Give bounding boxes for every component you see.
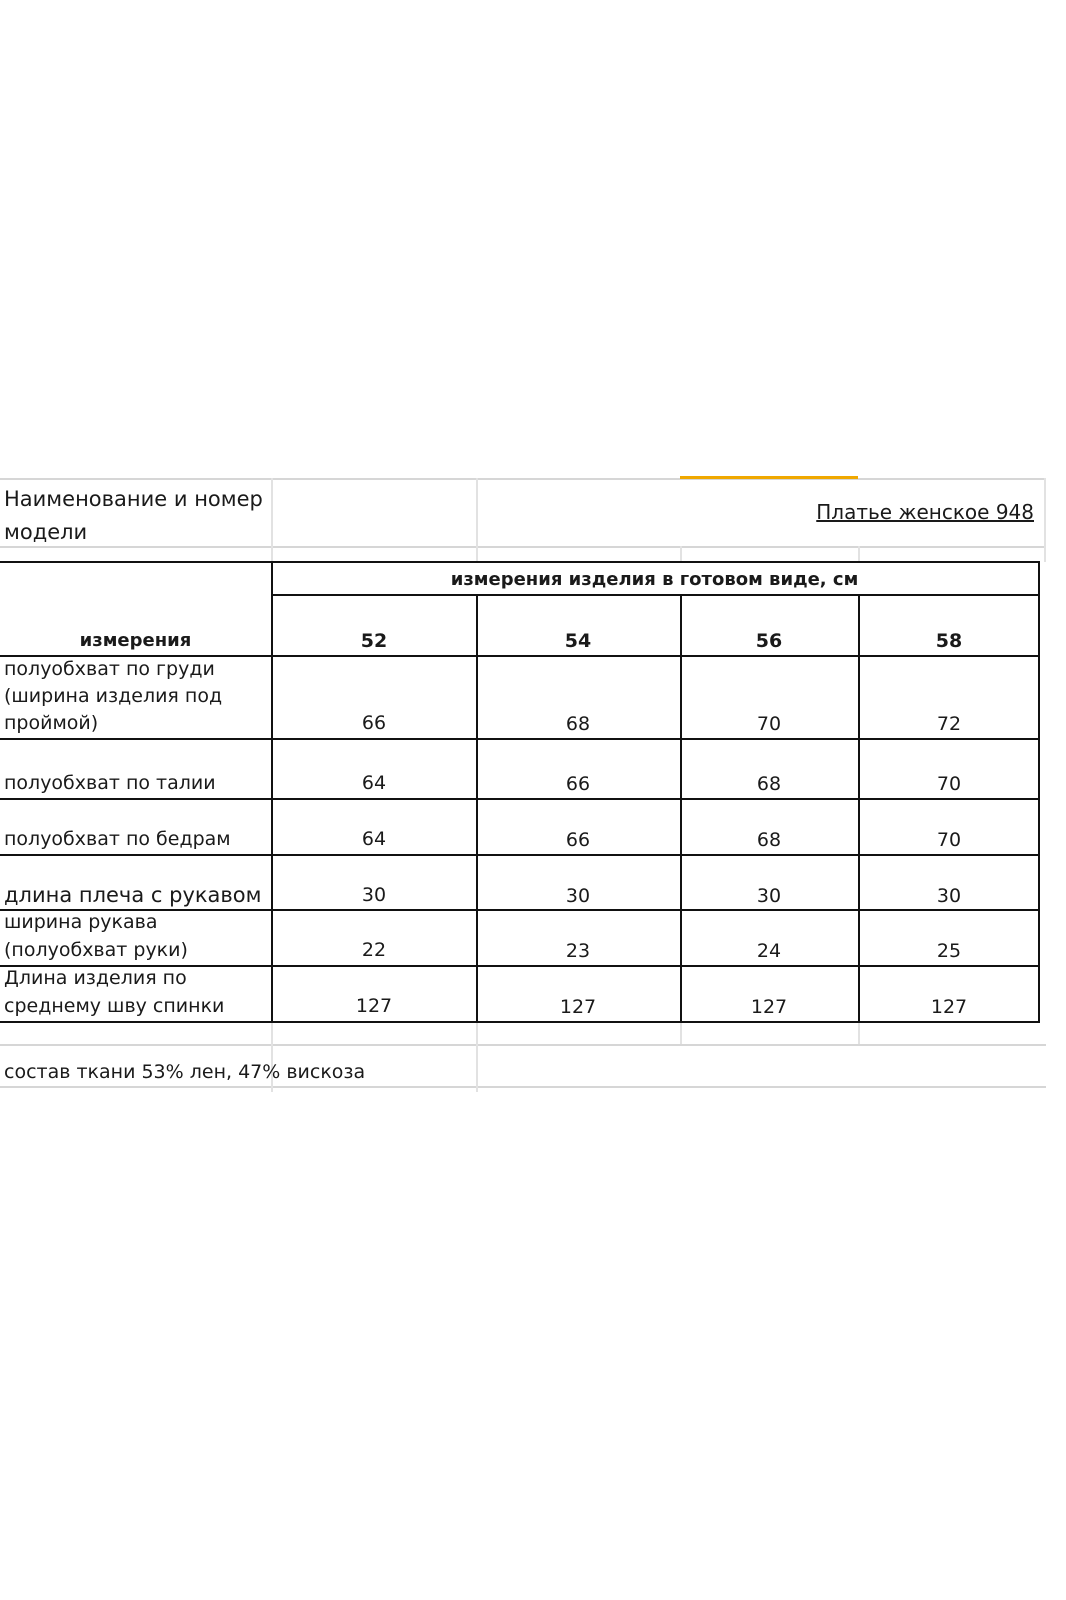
grid-line: [476, 478, 478, 562]
row-header-label: измерения: [79, 630, 192, 651]
table-border: [0, 738, 1040, 740]
grid-line: [271, 478, 273, 562]
row-label-line: проймой): [4, 712, 99, 734]
table-cell: 30: [565, 885, 591, 907]
table-group-header: измерения изделия в готовом виде, см: [450, 569, 859, 590]
grid-line: [858, 1022, 860, 1044]
row-label-line: среднему шву спинки: [4, 995, 225, 1017]
table-cell: 30: [361, 884, 387, 906]
table-border: [0, 798, 1040, 800]
table-cell: 70: [936, 829, 962, 851]
table-cell: 30: [756, 885, 782, 907]
size-header: 54: [564, 630, 592, 652]
table-cell: 66: [565, 829, 591, 851]
grid-line: [0, 478, 1046, 480]
row-label-line: полуобхват по груди: [4, 658, 215, 680]
grid-line: [476, 1022, 478, 1092]
row-label-line: полуобхват по бедрам: [4, 828, 231, 850]
table-cell: 127: [750, 996, 788, 1018]
model-label-line1: Наименование и номер: [4, 487, 263, 511]
table-cell: 70: [936, 773, 962, 795]
table-cell: 68: [756, 773, 782, 795]
table-cell: 30: [936, 885, 962, 907]
table-cell: 72: [936, 713, 962, 735]
grid-line: [1044, 478, 1046, 562]
table-border: [0, 1021, 1040, 1023]
row-label-line: Длина изделия по: [4, 967, 187, 989]
size-header: 56: [755, 630, 783, 652]
table-border: [271, 594, 1040, 596]
table-border: [0, 854, 1040, 856]
table-border: [271, 561, 273, 1023]
row-label-line: полуобхват по талии: [4, 772, 216, 794]
size-header: 52: [360, 630, 388, 652]
grid-line: [858, 546, 860, 562]
row-label-line: ширина рукава: [4, 911, 158, 933]
grid-line: [680, 546, 682, 562]
table-border: [858, 594, 860, 1023]
row-label-line: (полуобхват руки): [4, 939, 188, 961]
size-header: 58: [935, 630, 963, 652]
table-cell: 24: [756, 940, 782, 962]
table-cell: 70: [756, 713, 782, 735]
table-cell: 68: [756, 829, 782, 851]
table-cell: 68: [565, 713, 591, 735]
table-border: [476, 594, 478, 1023]
table-cell: 127: [930, 996, 968, 1018]
model-name-value: Платье женское 948: [816, 500, 1034, 524]
row-label-line: (ширина изделия под: [4, 685, 223, 707]
grid-line: [0, 1044, 1046, 1046]
grid-line: [0, 1086, 1046, 1088]
table-cell: 64: [361, 828, 387, 850]
table-cell: 127: [355, 995, 393, 1017]
grid-line: [680, 1022, 682, 1044]
table-border: [0, 561, 1040, 563]
table-border: [1038, 561, 1040, 1023]
table-cell: 64: [361, 772, 387, 794]
fabric-composition-note: состав ткани 53% лен, 47% вискоза: [4, 1061, 366, 1083]
grid-line: [0, 546, 1046, 548]
model-label-line2: модели: [4, 520, 88, 544]
row-label-line: длина плеча с рукавом: [4, 883, 262, 907]
table-cell: 66: [361, 712, 387, 734]
table-cell: 22: [361, 939, 387, 961]
table-cell: 127: [559, 996, 597, 1018]
table-cell: 23: [565, 940, 591, 962]
table-cell: 66: [565, 773, 591, 795]
table-border: [680, 594, 682, 1023]
selection-accent-line: [680, 476, 858, 479]
table-cell: 25: [936, 940, 962, 962]
